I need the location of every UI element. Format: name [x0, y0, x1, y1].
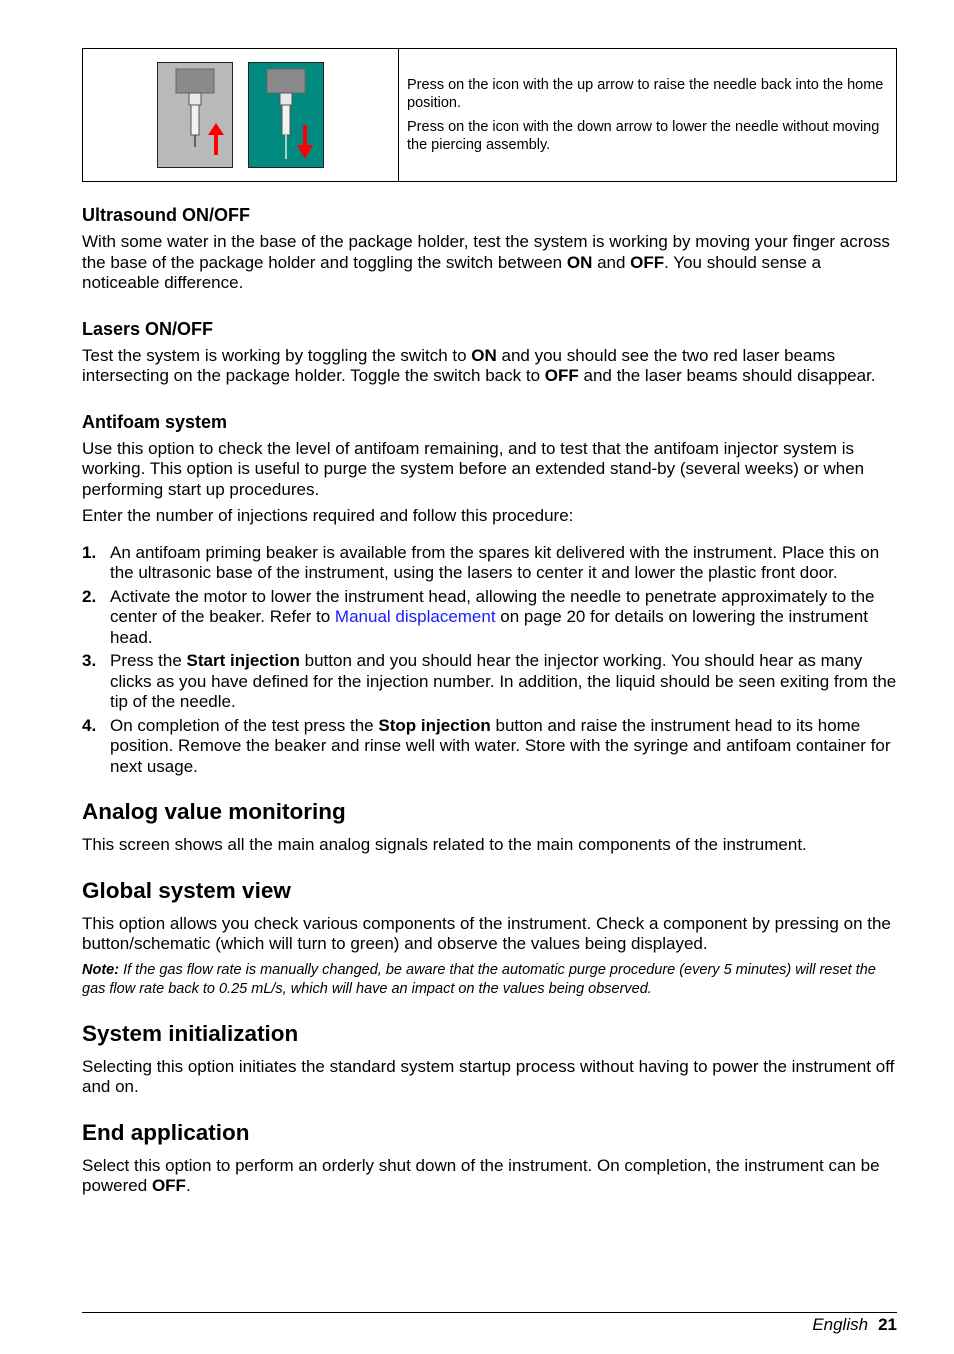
- lasers-heading: Lasers ON/OFF: [82, 318, 214, 339]
- lasers-text-1: Test the system is working by toggling the switch to: [82, 345, 472, 365]
- step-number: 4.: [82, 715, 97, 735]
- note-label: Note:: [82, 961, 120, 978]
- ultrasound-on: ON: [566, 252, 593, 272]
- endapp-off: OFF: [151, 1176, 186, 1195]
- analog-heading: Analog value monitoring: [82, 799, 346, 824]
- ultrasound-paragraph: [82, 232, 897, 294]
- antifoam-paragraph-2: Enter the number of injections required and follow this procedure:: [82, 506, 574, 525]
- list-item: [82, 587, 897, 649]
- ultrasound-heading: Ultrasound ON/OFF: [82, 205, 250, 225]
- antifoam-steps: [82, 543, 897, 778]
- step-text: On completion of the test press the: [110, 715, 379, 735]
- ultrasound-off: OFF: [630, 252, 665, 272]
- step-text: button and you should hear the injector working. You should hear as many clicks as you have defined for the injection number. In addition, the liquid should be seen exiting from the tip of the needle.: [110, 651, 897, 711]
- step-text: Press the: [110, 651, 187, 670]
- note-text: If the gas flow rate is manually changed, be aware that the automatic purge procedure (every 5 minutes) will reset the gas flow rate back to 0.25 mL/s, which will have an impact on the values being observed.: [82, 961, 876, 997]
- up-arrow-description: Press on the icon with the up arrow to raise the needle back into the home position.: [407, 77, 884, 111]
- step-text: on page 20 for details on lowering the instrument head.: [110, 607, 868, 647]
- icon-cell: [83, 49, 399, 182]
- page-footer: [82, 1312, 897, 1335]
- ultrasound-text-1: With some water in the base of the package holder, test the system is working by moving your finger across the base of the package holder and toggling the switch between: [82, 232, 890, 272]
- global-note: [82, 961, 897, 999]
- endapp-text-1: Select this option to perform an orderly shut down of the instrument. On completion, the instrument can be powered: [82, 1155, 880, 1195]
- down-arrow-description: Press on the icon with the down arrow to lower the needle without moving the piercing assembly.: [407, 119, 880, 153]
- lasers-text-3: and the laser beams should disappear.: [578, 366, 876, 385]
- sysinit-heading: System initialization: [82, 1020, 299, 1046]
- needle-up-icon: [157, 62, 233, 168]
- step-text: An antifoam priming beaker is available from the spares kit delivered with the instrument. Place this on the ultrasonic base of the instrument, using the lasers to center it and lower the plastic front door.: [110, 542, 880, 582]
- page-number: 21: [878, 1315, 897, 1334]
- endapp-text-2: .: [185, 1176, 191, 1195]
- list-item: [82, 651, 897, 713]
- endapp-paragraph: [82, 1156, 897, 1197]
- lasers-off: OFF: [544, 366, 579, 385]
- start-injection-label: Start injection: [186, 651, 300, 670]
- global-paragraph: This option allows you check various components of the instrument. Check a component by pressing on the button/schematic (which will turn to green) and observe the values being displayed.: [82, 913, 891, 953]
- step-number: 2.: [82, 586, 97, 606]
- step-text: button and raise the instrument head to its home position. Remove the beaker and rinse well with water. Store with the syringe and antifoam container for next usage.: [110, 715, 891, 776]
- needle-down-icon: [248, 62, 324, 168]
- antifoam-paragraph-1: Use this option to check the level of antifoam remaining, and to test that the antifoam injector system is working. This option is useful to purge the system before an extended stand-by (several weeks) or when performing start up procedures.: [82, 438, 865, 499]
- needle-icons-table: [82, 48, 897, 182]
- step-text: Activate the motor to lower the instrument head, allowing the needle to penetrate approximately to the center of the beaker. Refer to: [110, 586, 875, 626]
- sysinit-paragraph: Selecting this option initiates the standard system startup process without having to power the instrument off and on.: [82, 1056, 895, 1096]
- lasers-paragraph: [82, 346, 897, 387]
- global-heading: Global system view: [82, 877, 291, 903]
- list-item: [82, 716, 897, 778]
- list-item: [82, 543, 897, 584]
- lasers-on: ON: [471, 345, 497, 365]
- step-number: 3.: [82, 651, 97, 670]
- document-page: [82, 48, 897, 1203]
- step-number: 1.: [82, 542, 97, 562]
- antifoam-heading: Antifoam system: [82, 411, 228, 432]
- footer-language: English: [812, 1315, 869, 1334]
- analog-paragraph: This screen shows all the main analog signals related to the main components of the instrument.: [82, 835, 807, 854]
- ultrasound-text-and: and: [592, 252, 631, 272]
- stop-injection-label: Stop injection: [378, 715, 491, 735]
- icon-description-cell: [399, 49, 897, 182]
- lasers-text-2: and you should see the two red laser beams intersecting on the package holder. Toggle the switch back to: [82, 345, 836, 385]
- ultrasound-text-2: . You should sense a noticeable difference.: [82, 252, 822, 292]
- manual-displacement-link[interactable]: Manual displacement: [334, 607, 496, 626]
- endapp-heading: End application: [82, 1119, 250, 1145]
